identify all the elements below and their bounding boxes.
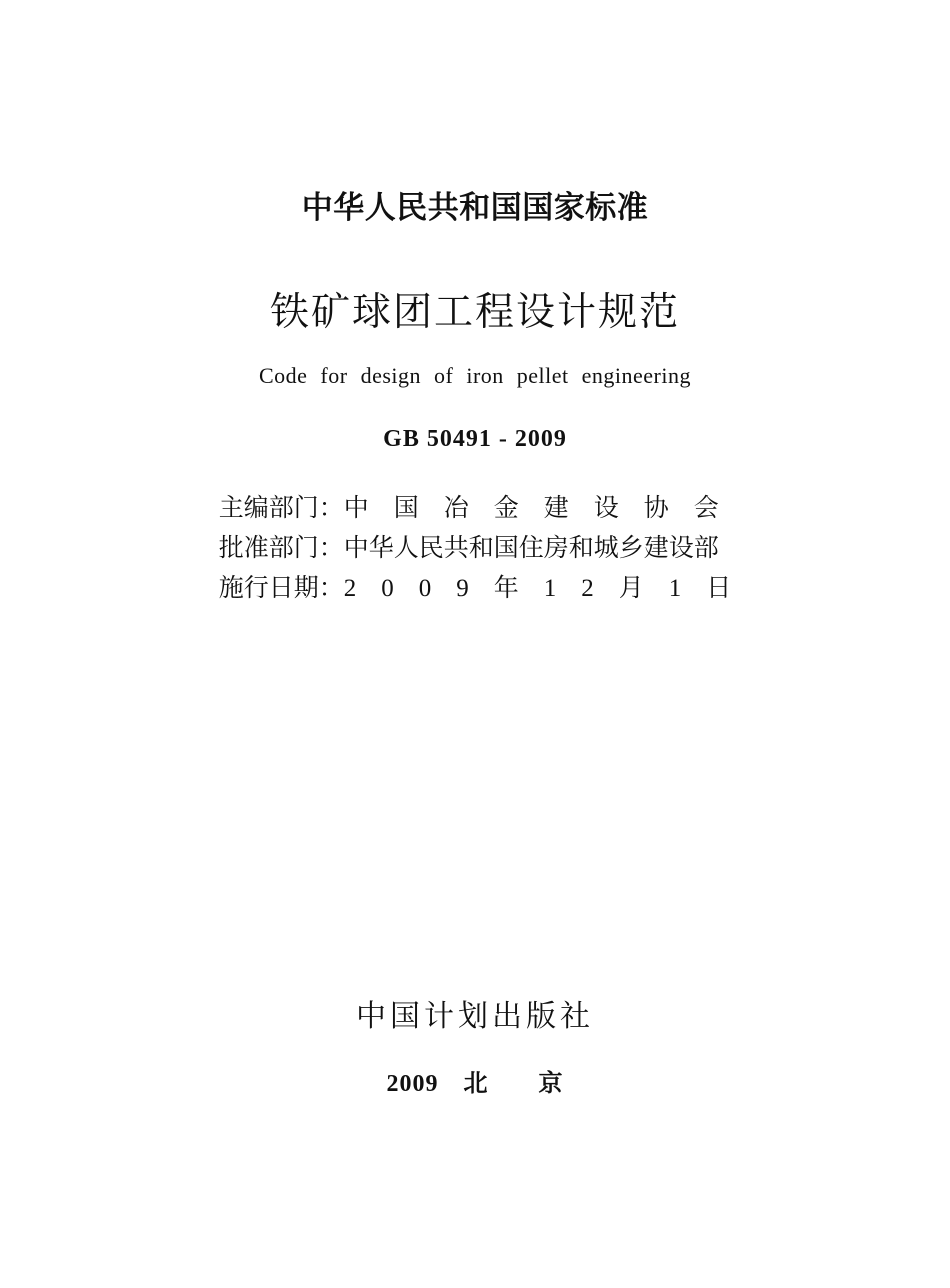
info-value-approval-dept: 中华人民共和国住房和城乡建设部	[343, 535, 719, 562]
info-block	[0, 489, 950, 609]
publisher-name: 中国计划出版社	[356, 1000, 594, 1033]
info-line-chief-editor	[219, 489, 732, 529]
info-label-chief-editor: 主编部门：	[218, 495, 344, 522]
standard-header: 中华人民共和国国家标准	[301, 190, 649, 226]
imprint-year-city: 2009 北 京	[386, 1071, 564, 1097]
info-value-effective-date: 2 0 0 9 年 1 2 月 1 日	[343, 575, 732, 602]
info-line-approval-dept	[219, 529, 732, 569]
info-label-approval-dept: 批准部门：	[218, 535, 344, 562]
document-title: 铁矿球团工程设计规范	[269, 291, 680, 334]
standard-number: GB 50491 - 2009	[383, 426, 567, 452]
info-line-effective-date	[219, 569, 732, 609]
info-inner	[219, 489, 732, 609]
info-value-chief-editor: 中 国 冶 金 建 设 协 会	[343, 495, 719, 522]
document-title-english: Code for design of iron pellet engineering	[258, 363, 691, 388]
info-label-effective-date: 施行日期：	[218, 575, 344, 602]
